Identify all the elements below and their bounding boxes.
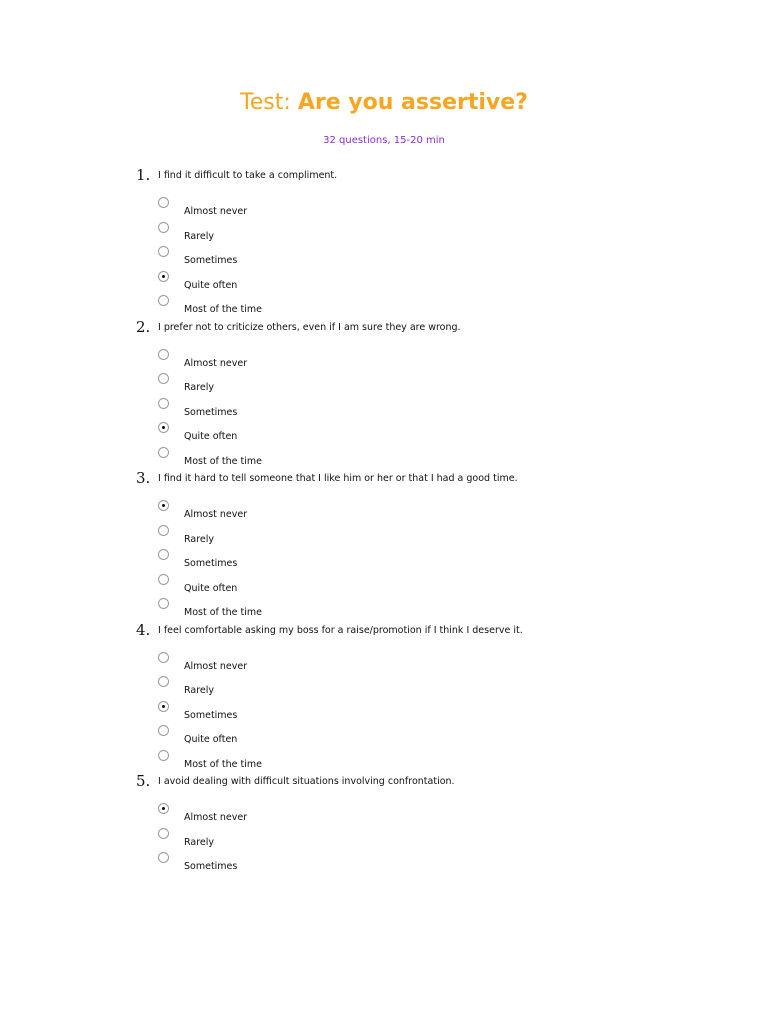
- radio-button[interactable]: [158, 676, 169, 687]
- answer-option-label: Sometimes: [184, 709, 238, 721]
- answer-option[interactable]: [158, 676, 358, 700]
- answer-option[interactable]: [158, 500, 358, 524]
- radio-button[interactable]: [158, 525, 169, 536]
- title-prefix: Test:: [240, 90, 291, 115]
- answer-option[interactable]: [158, 525, 358, 549]
- answer-option[interactable]: [158, 828, 358, 852]
- answer-option-label: Quite often: [184, 431, 238, 442]
- radio-button[interactable]: [158, 652, 169, 663]
- question-text: I feel comfortable asking my boss for a raise/promotion if I think I deserve it.: [158, 624, 523, 636]
- radio-button-selected[interactable]: [158, 422, 169, 433]
- answer-option[interactable]: [158, 398, 358, 422]
- question-text: I find it hard to tell someone that I like him or her or that I had a good time.: [158, 473, 518, 484]
- question-text: I find it difficult to take a compliment.: [158, 170, 338, 181]
- answer-option[interactable]: [158, 549, 358, 573]
- question-number: 2.: [136, 317, 151, 336]
- answer-option[interactable]: [158, 197, 358, 221]
- answer-option-label: Rarely: [184, 836, 215, 848]
- answer-option-label: Almost never: [184, 812, 248, 823]
- answer-option[interactable]: [158, 750, 358, 774]
- answer-option[interactable]: [158, 447, 358, 471]
- question-number: 3.: [136, 469, 151, 487]
- answer-option-label: Most of the time: [184, 455, 262, 467]
- answer-option[interactable]: [158, 246, 358, 270]
- radio-button[interactable]: [158, 725, 169, 736]
- radio-button[interactable]: [158, 349, 169, 360]
- answer-option-label: Quite often: [184, 279, 238, 291]
- answer-option[interactable]: [158, 598, 358, 622]
- answer-option[interactable]: [158, 803, 358, 827]
- radio-button[interactable]: [158, 222, 169, 233]
- radio-button-selected[interactable]: [158, 803, 169, 814]
- answer-option-label: Sometimes: [184, 255, 238, 266]
- radio-button[interactable]: [158, 398, 169, 409]
- answer-option[interactable]: [158, 222, 358, 246]
- answer-option[interactable]: [158, 701, 358, 725]
- question-number: 4.: [136, 620, 151, 639]
- radio-button[interactable]: [158, 574, 169, 585]
- radio-button[interactable]: [158, 750, 169, 761]
- radio-button[interactable]: [158, 246, 169, 257]
- answer-option-label: Rarely: [184, 382, 215, 393]
- radio-button[interactable]: [158, 197, 169, 208]
- title-main: Are you assertive?: [297, 90, 528, 115]
- question-number: 1.: [136, 166, 151, 184]
- answer-option-label: Quite often: [184, 734, 238, 745]
- answer-option[interactable]: [158, 422, 358, 446]
- radio-button[interactable]: [158, 373, 169, 384]
- radio-button[interactable]: [158, 549, 169, 560]
- answer-option-label: Almost never: [184, 509, 248, 520]
- radio-button[interactable]: [158, 828, 169, 839]
- answer-option-label: Most of the time: [184, 304, 262, 315]
- radio-button[interactable]: [158, 295, 169, 306]
- answer-option-label: Quite often: [184, 582, 238, 594]
- radio-button-selected[interactable]: [158, 271, 169, 282]
- radio-button[interactable]: [158, 598, 169, 609]
- answer-option-label: Most of the time: [184, 758, 262, 770]
- answer-option-label: Rarely: [184, 230, 215, 242]
- test-meta: 32 questions, 15-20 min: [323, 135, 445, 146]
- answer-option[interactable]: [158, 271, 358, 295]
- answer-option-label: Sometimes: [184, 406, 238, 418]
- answer-option[interactable]: [158, 349, 358, 373]
- answer-option-label: Rarely: [184, 685, 215, 696]
- answer-option[interactable]: [158, 574, 358, 598]
- answer-option-label: Most of the time: [184, 607, 262, 618]
- answer-option[interactable]: [158, 295, 358, 319]
- answer-option-label: Almost never: [184, 206, 248, 217]
- answer-option-label: Sometimes: [184, 558, 238, 569]
- answer-option-label: Almost never: [184, 357, 248, 369]
- answer-option[interactable]: [158, 652, 358, 676]
- page-title: [0, 88, 768, 118]
- answer-option[interactable]: [158, 725, 358, 749]
- radio-button[interactable]: [158, 852, 169, 863]
- answer-option-label: Rarely: [184, 533, 215, 545]
- question-text: I avoid dealing with difficult situations involving confrontation.: [158, 776, 455, 787]
- question-number: 5.: [136, 772, 151, 790]
- answer-option[interactable]: [158, 373, 358, 397]
- radio-button[interactable]: [158, 447, 169, 458]
- radio-button-selected[interactable]: [158, 701, 169, 712]
- radio-button-selected[interactable]: [158, 500, 169, 511]
- answer-option[interactable]: [158, 852, 358, 876]
- question-text: I prefer not to criticize others, even if I am sure they are wrong.: [158, 321, 461, 333]
- answer-option-label: Almost never: [184, 660, 248, 672]
- answer-option-label: Sometimes: [184, 861, 238, 872]
